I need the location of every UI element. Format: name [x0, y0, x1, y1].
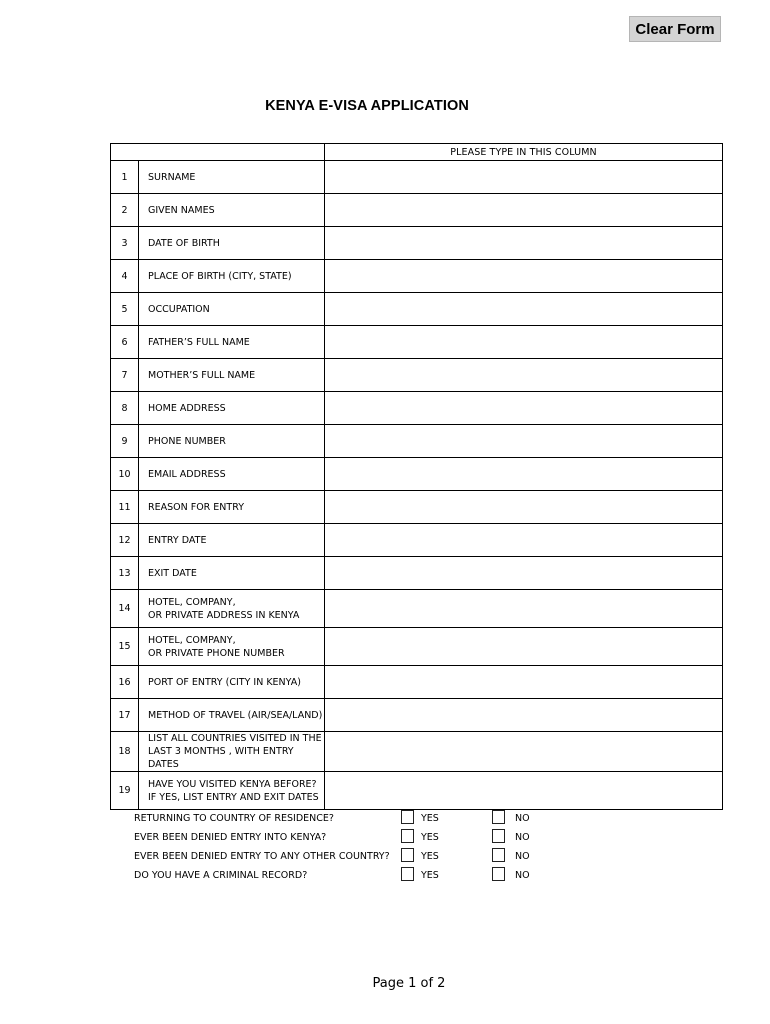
- field-label-cell: [139, 359, 325, 392]
- field-input[interactable]: [331, 296, 720, 322]
- table-row: [111, 666, 723, 699]
- row-number: 10: [111, 458, 139, 491]
- field-input-cell: [325, 425, 723, 458]
- table-row: [111, 359, 723, 392]
- form-title: KENYA E-VISA APPLICATION: [265, 98, 469, 114]
- field-input-cell: [325, 491, 723, 524]
- field-label-line: LIST ALL COUNTRIES VISITED IN THE: [148, 733, 322, 744]
- field-input-cell: [325, 557, 723, 590]
- field-input-cell: [325, 227, 723, 260]
- field-label-line: HOTEL, COMPANY,: [148, 634, 236, 646]
- field-input[interactable]: [331, 494, 720, 520]
- yes-label: YES: [421, 851, 439, 862]
- question-text: DO YOU HAVE A CRIMINAL RECORD?: [134, 870, 308, 881]
- table-row: [111, 524, 723, 557]
- field-label-line: GIVEN NAMES: [148, 204, 215, 216]
- field-input-cell: [325, 628, 723, 666]
- field-label-cell: [139, 425, 325, 458]
- field-label-cell: [139, 557, 325, 590]
- field-label-line: OCCUPATION: [148, 303, 210, 315]
- table-row: [111, 699, 723, 732]
- table-row: [111, 628, 723, 666]
- yes-checkbox[interactable]: [401, 829, 414, 843]
- field-input[interactable]: [331, 362, 720, 388]
- field-input-cell: [325, 458, 723, 491]
- field-input-cell: [325, 194, 723, 227]
- field-input-cell: [325, 590, 723, 628]
- row-number: 15: [111, 628, 139, 666]
- field-label-line: HAVE YOU VISITED KENYA BEFORE?: [148, 778, 317, 790]
- field-label-line: HOME ADDRESS: [148, 402, 226, 414]
- field-input[interactable]: [331, 395, 720, 421]
- question-text: EVER BEEN DENIED ENTRY TO ANY OTHER COUNTRY?: [134, 851, 390, 862]
- field-label-line: SURNAME: [148, 171, 196, 183]
- row-number: 14: [111, 590, 139, 628]
- no-label: NO: [515, 832, 530, 843]
- row-number: 11: [111, 491, 139, 524]
- field-label-line: HOTEL, COMPANY,: [148, 596, 236, 608]
- field-label-cell: [139, 227, 325, 260]
- field-label-line: MOTHER’S FULL NAME: [148, 369, 256, 381]
- field-label-line: OR PRIVATE PHONE NUMBER: [148, 647, 285, 659]
- row-number: 18: [111, 732, 139, 772]
- field-label-cell: [139, 699, 325, 732]
- row-number: 8: [111, 392, 139, 425]
- field-label-cell: [139, 260, 325, 293]
- field-input-cell: [325, 732, 723, 772]
- field-input-cell: [325, 260, 723, 293]
- field-label-line: ENTRY DATE: [148, 534, 207, 546]
- field-input[interactable]: [331, 702, 720, 728]
- question-row: [0, 810, 770, 828]
- field-label-cell: [139, 293, 325, 326]
- no-label: NO: [515, 851, 530, 862]
- field-label-line: DATE OF BIRTH: [148, 237, 220, 249]
- field-label-line: METHOD OF TRAVEL (AIR/SEA/LAND): [148, 709, 323, 721]
- field-input[interactable]: [331, 263, 720, 289]
- no-label: NO: [515, 813, 530, 824]
- table-header-row: [111, 144, 723, 161]
- question-text: EVER BEEN DENIED ENTRY INTO KENYA?: [134, 832, 327, 843]
- yes-label: YES: [421, 832, 439, 843]
- field-input[interactable]: [331, 527, 720, 553]
- field-label-line: PLACE OF BIRTH (CITY, STATE): [148, 270, 292, 282]
- field-input[interactable]: [331, 596, 720, 622]
- table-row: [111, 260, 723, 293]
- field-input-cell: [325, 524, 723, 557]
- field-input-cell: [325, 666, 723, 699]
- table-row: [111, 227, 723, 260]
- row-number: 13: [111, 557, 139, 590]
- field-label-cell: [139, 491, 325, 524]
- table-row: [111, 491, 723, 524]
- row-number: 6: [111, 326, 139, 359]
- field-label-line: OR PRIVATE ADDRESS IN KENYA: [148, 609, 300, 621]
- field-label-cell: [139, 590, 325, 628]
- field-label-line: LAST 3 MONTHS , WITH ENTRY DATES: [148, 746, 294, 770]
- row-number: 16: [111, 666, 139, 699]
- field-label-line: FATHER’S FULL NAME: [148, 336, 250, 348]
- row-number: 5: [111, 293, 139, 326]
- field-label-cell: [139, 326, 325, 359]
- no-checkbox[interactable]: [492, 867, 505, 881]
- field-label-line: EXIT DATE: [148, 567, 197, 579]
- column-header: PLEASE TYPE IN THIS COLUMN: [325, 144, 723, 161]
- row-number: 17: [111, 699, 139, 732]
- row-number: 1: [111, 161, 139, 194]
- row-number: 12: [111, 524, 139, 557]
- field-input[interactable]: [331, 197, 720, 223]
- field-input[interactable]: [331, 164, 720, 190]
- table-row: [111, 161, 723, 194]
- table-row: [111, 772, 723, 810]
- application-table-body: [111, 144, 723, 810]
- row-number: 9: [111, 425, 139, 458]
- field-input-cell: [325, 293, 723, 326]
- row-number: 7: [111, 359, 139, 392]
- field-input[interactable]: [331, 669, 720, 695]
- row-number: 4: [111, 260, 139, 293]
- table-row: [111, 392, 723, 425]
- field-input[interactable]: [331, 560, 720, 586]
- field-label-cell: [139, 524, 325, 557]
- yes-checkbox[interactable]: [401, 848, 414, 862]
- field-label-line: IF YES, LIST ENTRY AND EXIT DATES: [148, 791, 319, 803]
- question-row: [0, 848, 770, 866]
- question-row: [0, 867, 770, 885]
- no-checkbox[interactable]: [492, 848, 505, 862]
- yes-label: YES: [421, 870, 439, 881]
- no-checkbox[interactable]: [492, 810, 505, 824]
- field-label-line: EMAIL ADDRESS: [148, 468, 226, 480]
- page-number: Page 1 of 2: [372, 976, 446, 991]
- field-label-line: REASON FOR ENTRY: [148, 501, 245, 513]
- question-text: RETURNING TO COUNTRY OF RESIDENCE?: [134, 813, 334, 824]
- field-input[interactable]: [331, 230, 720, 256]
- table-row: [111, 425, 723, 458]
- field-input[interactable]: [331, 428, 720, 454]
- field-input-cell: [325, 392, 723, 425]
- application-table: [110, 143, 723, 810]
- table-row: [111, 194, 723, 227]
- field-label-cell: [139, 161, 325, 194]
- clear-form-button[interactable]: Clear Form: [629, 16, 721, 42]
- field-input-cell: [325, 699, 723, 732]
- yes-checkbox[interactable]: [401, 810, 414, 824]
- field-label-cell: [139, 392, 325, 425]
- field-input-cell: [325, 326, 723, 359]
- table-row: [111, 557, 723, 590]
- field-label-cell: [139, 628, 325, 666]
- field-label-cell: [139, 194, 325, 227]
- table-row: [111, 458, 723, 491]
- question-row: [0, 829, 770, 847]
- field-input[interactable]: [331, 461, 720, 487]
- field-label-cell: [139, 772, 325, 810]
- row-number: 19: [111, 772, 139, 810]
- yes-label: YES: [421, 813, 439, 824]
- yes-checkbox[interactable]: [401, 867, 414, 881]
- field-label-line: PHONE NUMBER: [148, 435, 226, 447]
- table-row: [111, 732, 723, 772]
- field-input-cell: [325, 359, 723, 392]
- field-input-cell: [325, 772, 723, 810]
- header-blank-cell: [111, 144, 325, 161]
- field-label-cell: [139, 458, 325, 491]
- field-input[interactable]: [331, 739, 720, 765]
- table-row: [111, 293, 723, 326]
- field-label-cell: [139, 732, 325, 772]
- field-label-line: PORT OF ENTRY (CITY IN KENYA): [148, 676, 301, 688]
- row-number: 2: [111, 194, 139, 227]
- table-row: [111, 326, 723, 359]
- no-checkbox[interactable]: [492, 829, 505, 843]
- field-input-cell: [325, 161, 723, 194]
- field-input[interactable]: [331, 329, 720, 355]
- field-input[interactable]: [331, 778, 720, 804]
- no-label: NO: [515, 870, 530, 881]
- table-row: [111, 590, 723, 628]
- field-label-cell: [139, 666, 325, 699]
- field-input[interactable]: [331, 634, 720, 660]
- row-number: 3: [111, 227, 139, 260]
